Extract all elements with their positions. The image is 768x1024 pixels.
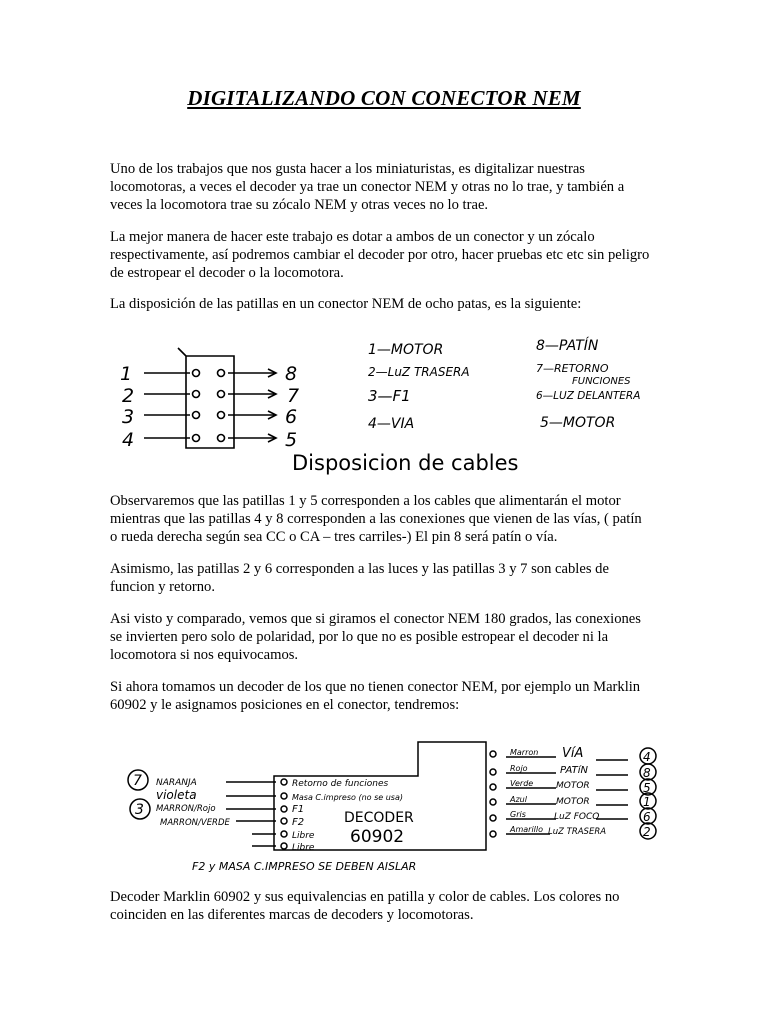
- wire-color-right: Amarillo: [510, 825, 544, 834]
- pin-label-right: 6: [285, 406, 298, 428]
- circled-number-right: 5: [643, 781, 651, 795]
- wire-color-left: NARANJA: [156, 778, 197, 788]
- legend-item: 8—PATÍN: [536, 338, 599, 354]
- paragraph-rotation: Asi visto y comparado, vemos que si giramos el conector NEM 180 grados, las conexiones se invierten pero solo de polaridad, por lo que no es posible estropear el decoder ni la locomotora si nos equivocamos.: [110, 611, 641, 663]
- wire-color-right: Marron: [510, 748, 539, 757]
- connection-label: VíA: [562, 746, 584, 761]
- circled-number-right: 1: [643, 795, 651, 809]
- decoder-function: Retorno de funciones: [292, 779, 389, 789]
- legend-item: 1—MOTOR: [368, 342, 444, 358]
- connection-label: LuZ FOCO: [554, 812, 600, 822]
- legend-item: 7—RETORNO: [536, 362, 609, 375]
- circled-number-right: 2: [643, 825, 651, 839]
- legend-item: 3—F1: [368, 387, 411, 405]
- decoder-function: F1: [292, 804, 305, 815]
- connection-label: PATíN: [560, 765, 589, 776]
- connector-body: [178, 348, 234, 448]
- wire-color-right: Gris: [510, 810, 526, 819]
- decoder-function: Masa C.impreso (no se usa): [292, 793, 403, 802]
- wire-color-left: MARRON/Rojo: [156, 804, 216, 814]
- paragraph-caption: Decoder Marklin 60902 y sus equivalencias en patilla y color de cables. Los colores no coinciden en las diferentes marcas de decoders y locomotoras.: [110, 889, 620, 923]
- decoder-function: Libre: [292, 831, 315, 841]
- paragraph-intro: Uno de los trabajos que nos gusta hacer a los miniaturistas, es digitalizar nuestras locomotoras, a veces el decoder ya trae un conector NEM y otras no lo trae, y también a veces la locomotora trae su zócalo NEM y otras veces no lo trae.: [110, 161, 625, 213]
- pin-label-left: 1: [120, 363, 133, 385]
- decoder-function: Libre: [292, 843, 315, 853]
- pin-label-right: 5: [285, 429, 298, 451]
- circled-number-left: 3: [135, 802, 144, 818]
- decoder-wiring-diagram: [0, 730, 768, 880]
- legend-item: FUNCIONES: [572, 376, 631, 387]
- wire-color-left: MARRON/VERDE: [160, 818, 230, 828]
- paragraph-marklin: Si ahora tomamos un decoder de los que no tienen conector NEM, por ejemplo un Marklin 60902 y le asignamos posiciones en el conector, tendremos:: [110, 679, 641, 713]
- paragraph-motor-pins: Observaremos que las patillas 1 y 5 corresponden a los cables que alimentarán el motor mientras que las patillas 4 y 8 corresponden a las conexiones que vienen de las vías, ( patín o rueda derecha según sea CC o CA – tres carriles-) El pin 8 será patín o vía.: [110, 493, 642, 545]
- nem-connector-diagram: [0, 330, 768, 480]
- legend-item: 4—VIA: [368, 416, 415, 432]
- pin-label-right: 7: [287, 385, 300, 407]
- legend-item: 2—LuZ TRASERA: [368, 365, 470, 379]
- pin-label-left: 4: [122, 429, 135, 451]
- pin-label-left: 2: [122, 385, 135, 407]
- circled-number-right: 8: [643, 766, 651, 780]
- paragraph-lights-pins: Asimismo, las patillas 2 y 6 corresponden a las luces y las patillas 3 y 7 son cables de funcion y retorno.: [110, 561, 609, 595]
- wire-color-right: Verde: [510, 779, 534, 788]
- connection-label: LuZ TRASERA: [548, 827, 607, 837]
- decoder-label: DECODER: [344, 810, 414, 826]
- circled-number-right: 4: [643, 750, 651, 764]
- paragraph-pin-layout: La disposición de las patillas en un conector NEM de ocho patas, es la siguiente:: [110, 296, 582, 312]
- decoder-function: F2: [292, 817, 305, 828]
- figure-caption: Disposicion de cables: [292, 451, 519, 475]
- circled-number-left: 7: [133, 773, 142, 789]
- wire-color-right: Rojo: [510, 764, 528, 773]
- wire-color-right: Azul: [510, 795, 527, 804]
- page-title: DIGITALIZANDO CON CONECTOR NEM: [187, 86, 581, 110]
- connection-label: MOTOR: [556, 797, 590, 807]
- legend-item: 5—MOTOR: [540, 415, 616, 431]
- decoder-model: 60902: [350, 827, 405, 847]
- pin-label-left: 3: [122, 406, 135, 428]
- connection-label: MOTOR: [556, 781, 590, 791]
- pin-label-right: 8: [285, 363, 298, 385]
- circled-number-right: 6: [643, 810, 651, 824]
- legend-item: 6—LUZ DELANTERA: [536, 390, 641, 402]
- isolation-note: F2 y MASA C.IMPRESO SE DEBEN AISLAR: [192, 860, 417, 873]
- paragraph-method: La mejor manera de hacer este trabajo es dotar a ambos de un conector y un zócalo respectivamente, así podremos cambiar el decoder por otro, hacer pruebas etc etc sin peligro de estropear el decoder o la locomotora.: [110, 229, 650, 281]
- wire-color-left: violeta: [156, 788, 197, 802]
